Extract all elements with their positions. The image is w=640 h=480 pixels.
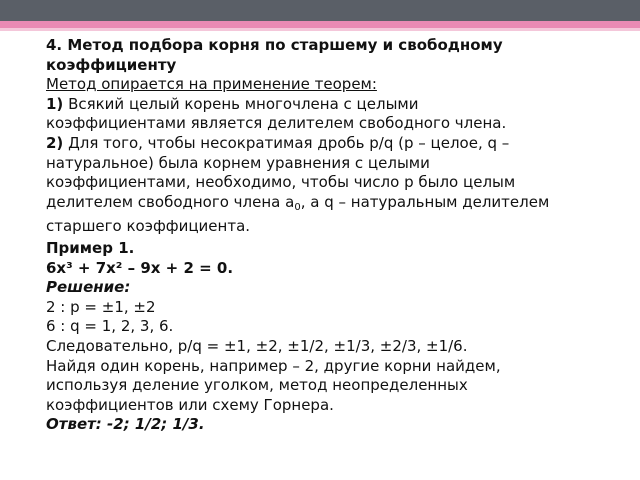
rule-2-line-3: коэффициентами, необходимо, чтобы число p было целым bbox=[46, 173, 516, 192]
method-line-3: коэффициентов или схему Горнера. bbox=[46, 395, 334, 414]
rule-2-text: Для того, чтобы несократимая дробь p/q (p – целое, q – bbox=[63, 133, 510, 152]
rule-2-line-5: старшего коэффициента. bbox=[46, 217, 251, 236]
subscript-zero: 0 bbox=[294, 201, 301, 213]
rule-2-line-2: натуральное) была корнем уравнения с целыми bbox=[46, 153, 430, 172]
slide-accent-shadow bbox=[0, 28, 640, 31]
example-heading: Пример 1. bbox=[46, 238, 135, 257]
rule-1-number: 1) bbox=[46, 94, 64, 113]
rule-2-line-4 bbox=[46, 193, 632, 218]
rule-2-line-4-end: , а q – натуральным делителем bbox=[300, 192, 550, 211]
slide-title-line-2: коэффициенту bbox=[46, 55, 177, 74]
rule-2-line-4-start: делителем свободного члена a bbox=[46, 192, 295, 211]
answer-line: Ответ: -2; 1/2; 1/3. bbox=[46, 415, 205, 434]
slide-title-line-1: 4. Метод подбора корня по старшему и свободному bbox=[46, 36, 503, 54]
rule-1-line-1 bbox=[46, 95, 632, 115]
solution-conclusion: Следовательно, p/q = ±1, ±2, ±1/2, ±1/3, ±2/3, ±1/6. bbox=[46, 336, 468, 355]
method-line-2: используя деление уголком, метод неопределенных bbox=[46, 376, 468, 395]
example-equation: 6x³ + 7x² – 9x + 2 = 0. bbox=[46, 258, 234, 277]
rule-2-line-1 bbox=[46, 134, 632, 154]
method-line-1: Найдя один корень, например – 2, другие корни найдем, bbox=[46, 356, 501, 375]
rule-1-line-2: коэффициентами является делителем свободного члена. bbox=[46, 114, 507, 133]
solution-step-1: 2 : p = ±1, ±2 bbox=[46, 297, 156, 316]
solution-step-2: 6 : q = 1, 2, 3, 6. bbox=[46, 317, 174, 336]
slide-top-bar bbox=[0, 0, 640, 21]
rule-1-text: Всякий целый корень многочлена с целыми bbox=[63, 94, 419, 113]
rule-2-number: 2) bbox=[46, 133, 64, 152]
slide-body bbox=[46, 36, 632, 435]
slide-accent-bar bbox=[0, 21, 640, 28]
intro-text: Метод опирается на применение теорем: bbox=[46, 75, 377, 94]
solution-heading: Решение: bbox=[46, 278, 131, 297]
